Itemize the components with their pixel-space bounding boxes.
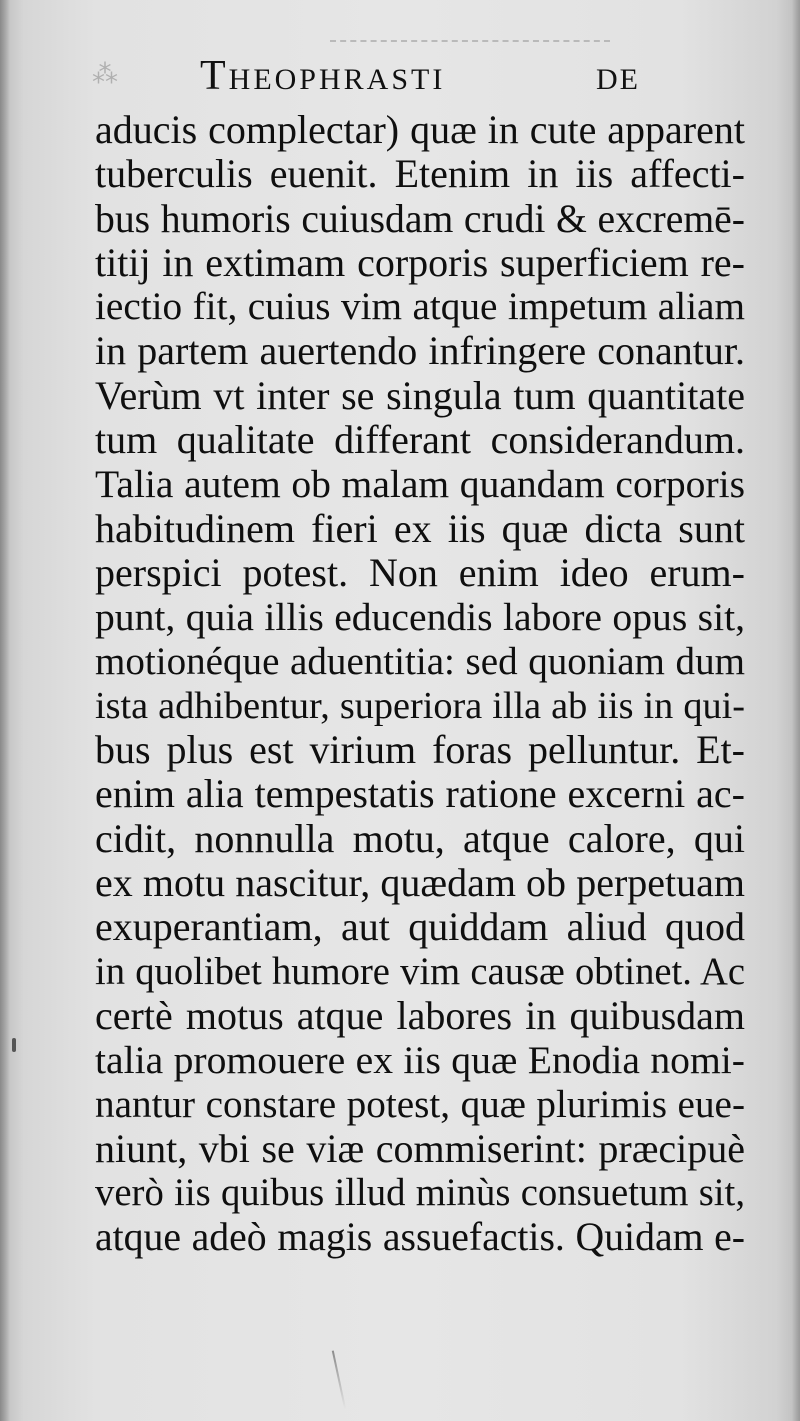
- text-line: talia promouere ex iis quæ Enodia nomi-: [95, 1038, 745, 1083]
- text-line: enim alia tempestatis ratione excerni ac-: [95, 771, 745, 817]
- text-line: Talia autem ob malam quandam corporis: [95, 462, 745, 507]
- page-right-edge-shadow: [792, 0, 800, 1421]
- text-line: exuperantiam, aut quiddam aliud quod: [95, 904, 745, 950]
- text-line: ista adhibentur, superiora illa ab iis in qui-: [95, 684, 745, 727]
- text-line: atque adeò magis assuefactis. Quidam e-: [95, 1215, 745, 1260]
- text-line: nantur constare potest, quæ plurimis eue-: [95, 1082, 745, 1126]
- text-line: iectio fit, cuius vim atque impetum aliam: [95, 285, 745, 329]
- text-line: tum qualitate differant considerandum.: [95, 417, 745, 463]
- text-line: in partem auertendo infringere conantur.: [95, 328, 745, 374]
- text-line: bus plus est virium foras pelluntur. Et-: [95, 727, 745, 773]
- running-head-initial: T: [200, 53, 229, 99]
- text-line: perspici potest. Non enim ideo erum-: [95, 549, 745, 595]
- running-head-word: DE: [596, 63, 640, 96]
- running-head: [200, 52, 640, 100]
- text-line: habitudinem fieri ex iis quæ dicta sunt: [95, 505, 745, 551]
- running-head-title: [200, 52, 445, 100]
- faded-top-rule: [330, 40, 610, 42]
- text-line: cidit, nonnulla motu, atque calore, qui: [95, 815, 745, 861]
- text-line: punt, quia illis educendis labore opus sit,: [95, 595, 745, 640]
- faded-ornament-mark: ⁂: [92, 60, 118, 89]
- text-line: tuberculis euenit. Etenim in iis affecti-: [95, 151, 745, 197]
- running-head-title-rest: HEOPHRASTI: [228, 63, 446, 96]
- margin-ink-spot: [12, 1038, 16, 1052]
- text-line: ex motu nascitur, quædam ob perpetuam: [95, 860, 745, 906]
- text-line: niunt, vbi se viæ commiserint: præcipuè: [95, 1125, 745, 1171]
- text-line: bus humoris cuiusdam crudi & excremē-: [95, 196, 745, 241]
- text-line: aducis complectar) quæ in cute apparent: [95, 107, 745, 152]
- text-line: titij in extimam corporis superficiem re-: [95, 239, 745, 285]
- text-line: certè motus atque labores in quibusdam: [95, 992, 745, 1038]
- page-left-edge-shadow: [0, 0, 10, 1421]
- text-line: verò iis quibus illud minùs consuetum sit,: [95, 1171, 745, 1215]
- text-line: in quolibet humore vim causæ obtinet. Ac: [95, 950, 745, 993]
- bleed-through-ghost-text: [210, 1282, 490, 1312]
- body-text: [95, 108, 745, 1260]
- paper-crease: [332, 1350, 346, 1409]
- text-line: motionéque aduentitia: sed quoniam dum: [95, 639, 745, 683]
- text-line: Verùm vt inter se singula tum quantitate: [95, 372, 745, 418]
